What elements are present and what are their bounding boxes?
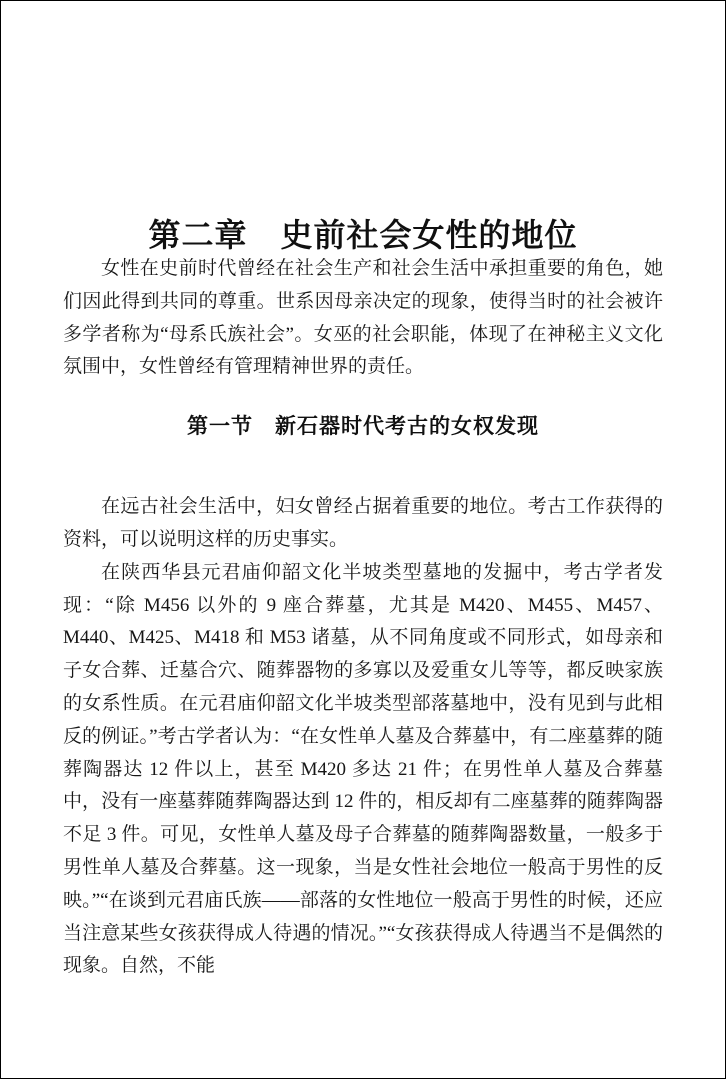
intro-paragraph: 女性在史前时代曾经在社会生产和社会生活中承担重要的角色，她们因此得到共同的尊重。世系因母亲决定的现象，使得当时的社会被许多学者称为“母系氏族社会”。女巫的社会职能，体现了在神秘主义文化氛围中，女性曾经有管理精神世界的责任。 (63, 258, 663, 378)
chapter-heading: 第二章 史前社会女性的地位 (148, 217, 578, 253)
body-paragraph: 在陕西华县元君庙仰韶文化半坡类型墓地的发掘中，考古学者发现：“除 M456 以外的 9 座合葬墓，尤其是 M420、M455、M457、M440、M425、M418 和 M53 诸墓，从不同角度或不同形式，如母亲和子女合葬、迁墓合穴、随葬器物的多寡以及爱重女儿等等，都反映家族的女系性质。在元君庙仰韶文化半坡类型部落墓地中，没有见到与此相反的例证。”考古学者认为：“在女性单人墓及合葬墓中，有二座墓葬的随葬陶器达 12 件以上，甚至 M420 多达 21 件；在男性单人墓及合葬墓中，没有一座墓葬随葬陶器达到 12 件的，相反却有二座墓葬的随葬陶器不足 3 件。可见，女性单人墓及母子合葬墓的随葬陶器数量，一般多于男性单人墓及合葬墓。这一现象，当是女性社会地位一般高于男性的反映。”“在谈到元君庙氏族——部落的女性地位一般高于男性的时候，还应当注意某些女孩获得成人待遇的情况。”“女孩获得成人待遇当不是偶然的现象。自然，不能 (63, 561, 663, 977)
section-heading: 第一节 新石器时代考古的女权发现 (187, 414, 539, 439)
body-paragraph: 在远古社会生活中，妇女曾经占据着重要的地位。考古工作获得的资料，可以说明这样的历史事实。 (63, 496, 663, 550)
page-content (63, 1, 663, 983)
